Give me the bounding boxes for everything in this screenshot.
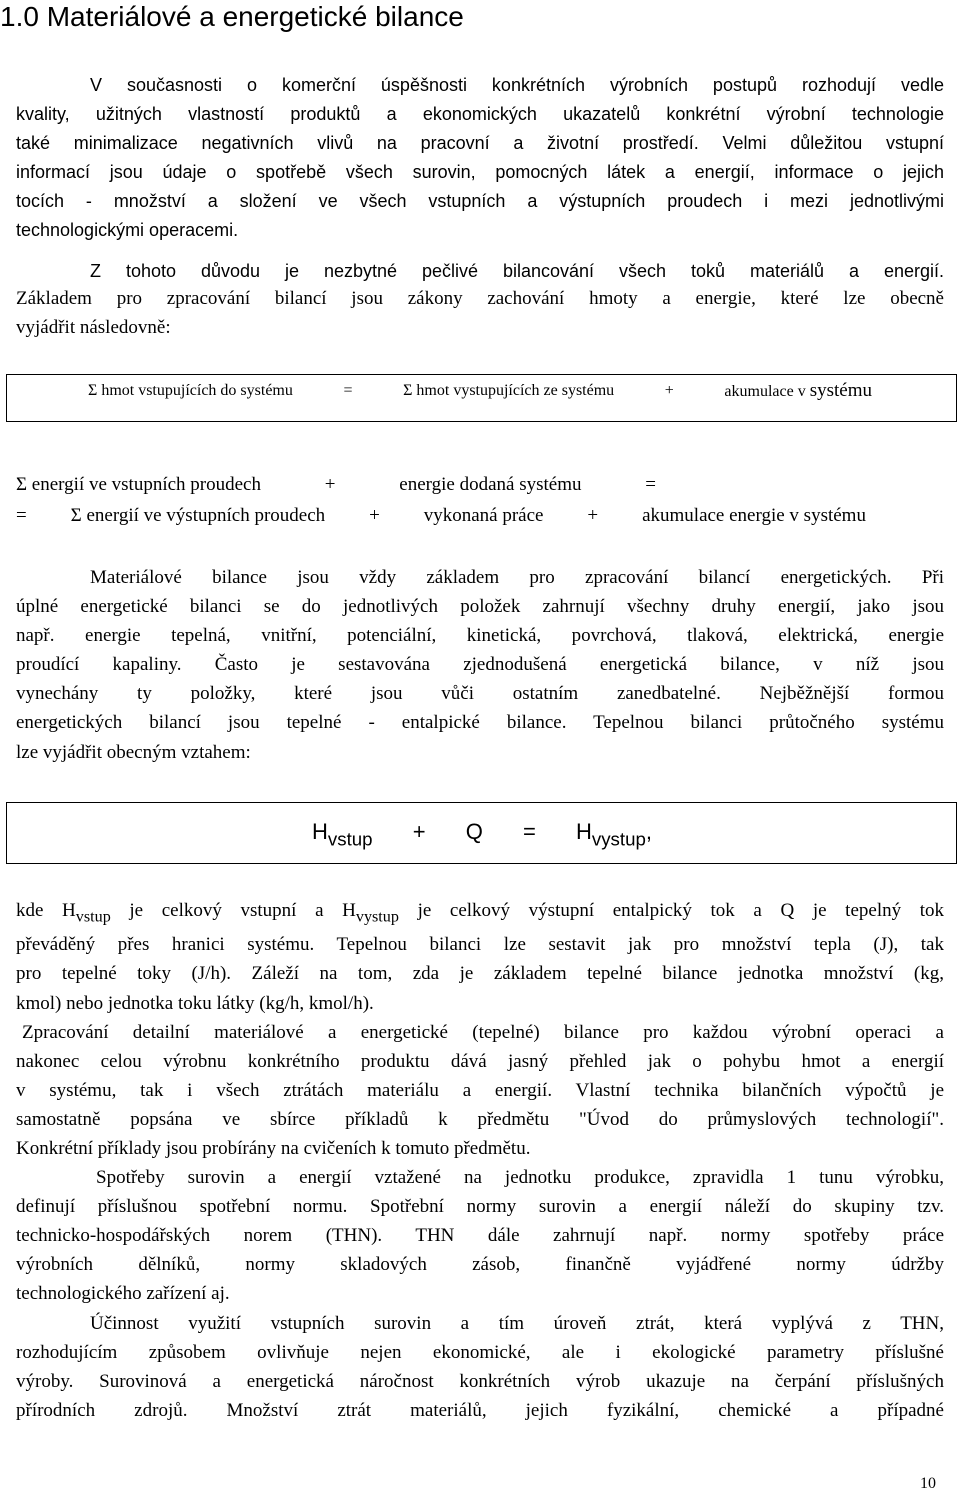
text-line: technologickými operacemi. <box>16 220 239 240</box>
energy-input-term: Σ energií ve vstupních proudech <box>16 474 261 495</box>
heat-balance-equation <box>312 816 652 848</box>
equals-sign: = <box>16 505 27 526</box>
text-line: převáděný přes hranici systému. Tepelnou bilanci lze sestavit jak pro množství tepla (J), tak <box>16 934 944 955</box>
equals-sign: = <box>343 382 353 399</box>
text-line: výroby. Surovinová a energetická náročnost konkrétních výrob ukazuje na čerpání příslušných <box>16 1371 944 1392</box>
text-line: proudící kapaliny. Často je sestavována zjednodušená energetická bilance, v níž jsou <box>16 654 944 675</box>
energy-accumulation-term: akumulace energie v systému <box>642 505 866 526</box>
text-line: nakonec celou výrobnu konkrétního produktu dává jasný přehled jak o pohybu hmot a energií <box>16 1051 944 1072</box>
enthalpy-output: $H_{vystup}$, <box>575 819 652 850</box>
plus-sign: + <box>587 505 599 526</box>
energy-balance-line-2 <box>16 504 866 528</box>
mass-input-term: Σ hmot vstupujících do systému <box>88 382 293 399</box>
text-line: Spotřeby surovin a energií vztažené na jednotku produkce, zpravidla 1 tunu výrobku, <box>96 1167 944 1188</box>
text-line: Z tohoto důvodu je nezbytné pečlivé bilancování všech toků materiálů a energií. <box>90 261 944 281</box>
text-line: Účinnost využití vstupních surovin a tím úroveň ztrát, která vyplývá z THN, <box>90 1313 944 1334</box>
text-line: kmol) nebo jednotka toku látky (kg/h, kmol/h). <box>16 993 374 1014</box>
text-line: také minimalizace negativních vlivů na pracovní a životní prostředí. Velmi důležitou vstupní <box>16 133 944 153</box>
enthalpy-input: $H_{vstup}$ <box>312 819 373 850</box>
mass-output-term: Σ hmot vystupujících ze systému <box>403 382 615 399</box>
plus-sign: + <box>369 505 380 526</box>
text-line: definují příslušnou spotřební normu. Spotřební normy surovin a energií náleží do skupiny tzv. <box>16 1196 944 1217</box>
energy-output-term: Σ energií ve výstupních proudech <box>70 505 326 526</box>
accumulation-term: akumulace v systému <box>724 380 872 401</box>
text-line: v systému, tak i všech ztrátách materiálu a energií. Vlastní technika bilančních výpočtů je <box>16 1080 944 1101</box>
text-line: např. energie tepelná, vnitřní, potenciální, kinetická, povrchová, tlaková, elektrická, energie <box>16 625 944 646</box>
plus-sign: + <box>324 474 336 495</box>
mass-balance-equation <box>88 380 872 403</box>
energy-balance-line-1 <box>16 473 656 497</box>
text-line: přírodních zdrojů. Množství ztrát materiálů, jejich fyzikální, chemické a případné <box>16 1400 944 1421</box>
text-line: technologického zařízení aj. <box>16 1283 230 1304</box>
equals-sign: = <box>522 819 536 844</box>
text-line: vyjádřit následovně: <box>16 317 171 338</box>
text-line: Základem pro zpracování bilancí jsou zákony zachování hmoty a energie, které lze obecně <box>16 288 944 309</box>
equals-sign: = <box>645 474 656 495</box>
page-number: 10 <box>920 1475 936 1492</box>
energy-supplied-term: energie dodaná systému <box>399 474 582 495</box>
text-line: samostatně popsána ve sbírce příkladů k předmětu "Úvod do průmyslových technologií". <box>16 1109 944 1130</box>
text-line: pro tepelné toky (J/h). Záleží na tom, zda je základem tepelné bilance jednotka množství (kg, <box>16 963 944 984</box>
text-line: Konkrétní příklady jsou probírány na cvičeních k tomuto předmětu. <box>16 1138 531 1159</box>
heat-flow: Q <box>465 819 483 844</box>
text-line: informací jsou údaje o spotřebě všech surovin, pomocných látek a energií, informace o jejich <box>16 162 944 182</box>
text-line: vynechány ty položky, které jsou vůči ostatním zanedbatelné. Nejběžnější formou <box>16 683 944 704</box>
text-line: výrobních dělníků, normy skladových zásob, finančně vyjádřené normy údržby <box>16 1254 944 1275</box>
plus-sign: + <box>664 382 674 399</box>
text-line: kde $H_{vstup}$ je celkový vstupní a $H_{vystup}$ je celkový výstupní entalpický tok a Q je tepelný tok <box>16 900 944 926</box>
text-line: lze vyjádřit obecným vztahem: <box>16 742 251 763</box>
text-line: energetických bilancí jsou tepelné - entalpické bilance. Tepelnou bilanci průtočného systému <box>16 712 944 733</box>
text-line: tocích - množství a složení ve všech vstupních a výstupních proudech i mezi jednotlivými <box>16 191 944 211</box>
work-term: vykonaná práce <box>423 505 544 526</box>
text-line: úplné energetické bilanci se do jednotlivých položek zahrnují všechny druhy energií, jako jsou <box>16 596 944 617</box>
text-line: rozhodujícím způsobem ovlivňuje nejen ekonomické, ale i ekologické parametry příslušné <box>16 1342 944 1363</box>
text-line: Materiálové bilance jsou vždy základem pro zpracování bilancí energetických. Při <box>90 567 944 588</box>
text-line: Zpracování detailní materiálové a energetické (tepelné) bilance pro každou výrobní operaci a <box>22 1022 944 1043</box>
text-line: technicko-hospodářských norem (THN). THN dále zahrnují např. normy spotřeby práce <box>16 1225 944 1246</box>
page-title: 1.0 Materiálové a energetické bilance <box>0 1 464 32</box>
text-line: V současnosti o komerční úspěšnosti konkrétních výrobních postupů rozhodují vedle <box>90 75 944 95</box>
text-line: kvality, užitných vlastností produktů a ekonomických ukazatelů konkrétní výrobní technologie <box>16 104 944 124</box>
plus-sign: + <box>412 819 426 844</box>
